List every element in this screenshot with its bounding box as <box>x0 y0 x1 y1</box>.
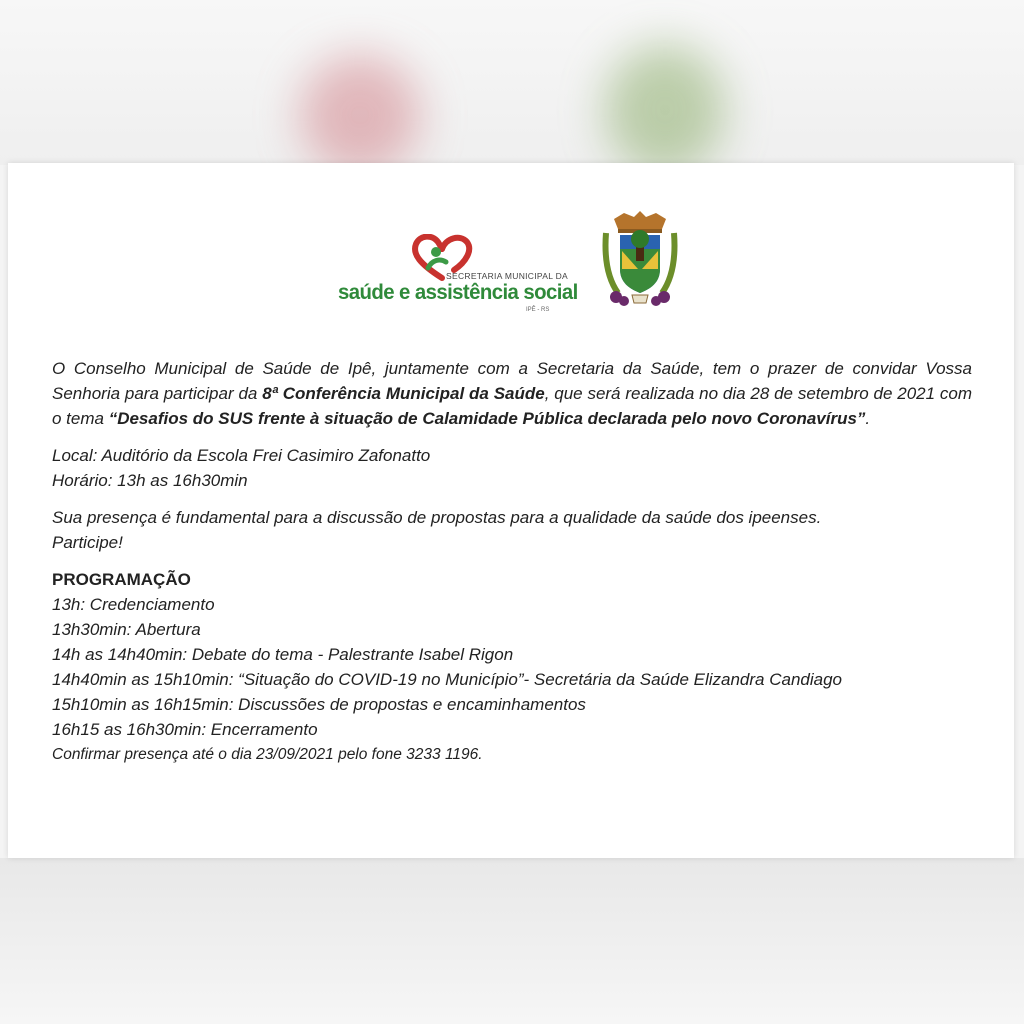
conference-theme: “Desafios do SUS frente à situação de Calamidade Pública declarada pelo novo Coronavírus” <box>108 409 866 428</box>
presence-line: Sua presença é fundamental para a discussão de propostas para a qualidade da saúde dos ipeenses. <box>52 508 822 527</box>
invitation-card <box>8 163 1014 858</box>
time-line: Horário: 13h as 16h30min <box>52 471 248 490</box>
program-item: 16h15 as 16h30min: Encerramento <box>52 720 318 739</box>
blurred-logo-shadow <box>300 55 420 165</box>
blurred-coat-shadow <box>605 45 725 165</box>
program-item: 14h as 14h40min: Debate do tema - Palestrante Isabel Rigon <box>52 645 514 664</box>
coat-of-arms-icon <box>600 209 680 309</box>
call-to-action: Participe! <box>52 533 123 552</box>
program-item: 14h40min as 15h10min: “Situação do COVID-19 no Município”- Secretária da Saúde Elizandra Candiago <box>52 670 843 689</box>
intro-text-2: , que será realizada no dia 28 de setembro de 2021 com o tema <box>52 384 972 428</box>
program-item: 15h10min as 16h15min: Discussões de propostas e encaminhamentos <box>52 695 586 714</box>
confirm-presence: Confirmar presença até o dia 23/09/2021 pelo fone 3233 1196. <box>52 746 483 763</box>
logo-secretaria-text: SECRETARIA MUNICIPAL DA <box>446 271 568 281</box>
blurred-background-bottom <box>0 858 1024 1024</box>
intro-text-1: O Conselho Municipal de Saúde de Ipê, juntamente com a Secretaria da Saúde, tem o prazer de convidar Vossa Senhoria para participar da <box>52 359 972 403</box>
conference-name: 8ª Conferência Municipal da Saúde <box>262 384 545 403</box>
blurred-background-top <box>0 0 1024 165</box>
intro-text-3: . <box>865 409 871 428</box>
logo-city-text: IPÊ - RS <box>526 307 550 313</box>
programacao-heading: PROGRAMAÇÃO <box>52 570 191 589</box>
saude-logo <box>338 231 578 319</box>
logo-name-text: saúde e assistência social <box>338 281 578 304</box>
program-item: 13h30min: Abertura <box>52 620 201 639</box>
program-item: 13h: Credenciamento <box>52 595 215 614</box>
invitation-text <box>52 356 972 767</box>
location-line: Local: Auditório da Escola Frei Casimiro Zafonatto <box>52 446 431 465</box>
intro-paragraph <box>52 356 972 431</box>
